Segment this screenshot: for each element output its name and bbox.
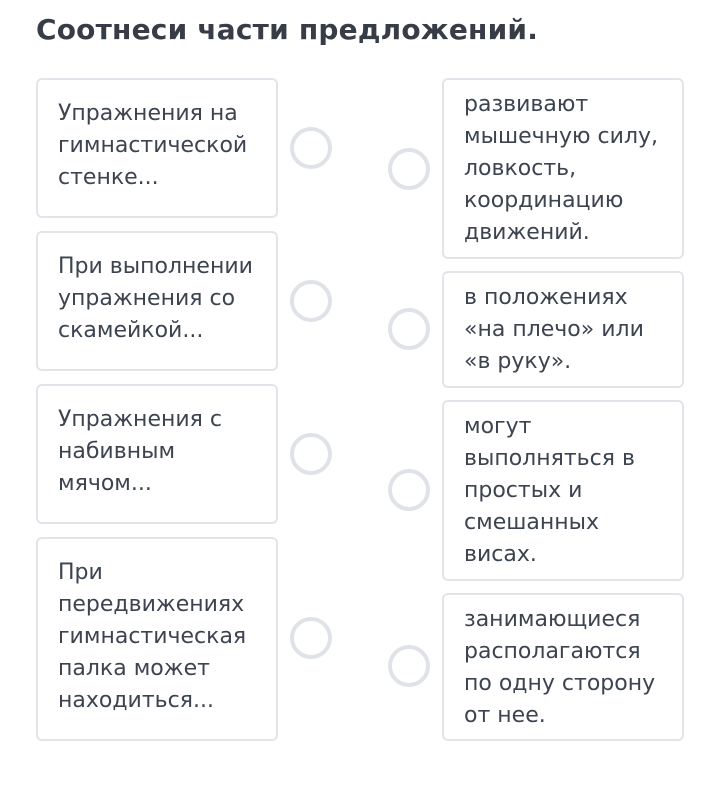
right-item-2-radio[interactable] — [388, 308, 430, 350]
left-item-1[interactable] — [36, 78, 278, 218]
right-item-text: занимающиеся располагаются по одну сторону от нее. — [464, 607, 656, 728]
left-item-2[interactable] — [36, 231, 278, 371]
left-item-text: При передвижениях гимнастическая палка может находиться... — [58, 560, 247, 713]
left-item-3[interactable] — [36, 384, 278, 524]
right-item-1-radio[interactable] — [388, 148, 430, 190]
right-item-2[interactable] — [442, 271, 684, 388]
right-item-3-radio[interactable] — [388, 469, 430, 511]
page-title: Соотнеси части предложений. — [36, 13, 539, 46]
left-item-text: Упражнения на гимнастической стенке... — [58, 101, 248, 190]
right-item-1[interactable] — [442, 78, 684, 259]
right-item-4-radio[interactable] — [388, 645, 430, 687]
right-item-text: развивают мышечную силу, ловкость, координацию движений. — [464, 92, 659, 245]
right-item-4[interactable] — [442, 593, 684, 741]
right-item-text: могут выполняться в простых и смешанных висах. — [464, 414, 635, 567]
left-item-4-radio[interactable] — [290, 617, 332, 659]
left-item-4[interactable] — [36, 537, 278, 741]
left-item-1-radio[interactable] — [290, 127, 332, 169]
left-item-2-radio[interactable] — [290, 280, 332, 322]
right-item-text: в положениях «на плечо» или «в руку». — [464, 285, 644, 374]
left-item-3-radio[interactable] — [290, 433, 332, 475]
left-item-text: При выполнении упражнения со скамейкой... — [58, 254, 253, 343]
right-item-3[interactable] — [442, 400, 684, 581]
left-item-text: Упражнения с набивным мячом... — [58, 407, 222, 496]
